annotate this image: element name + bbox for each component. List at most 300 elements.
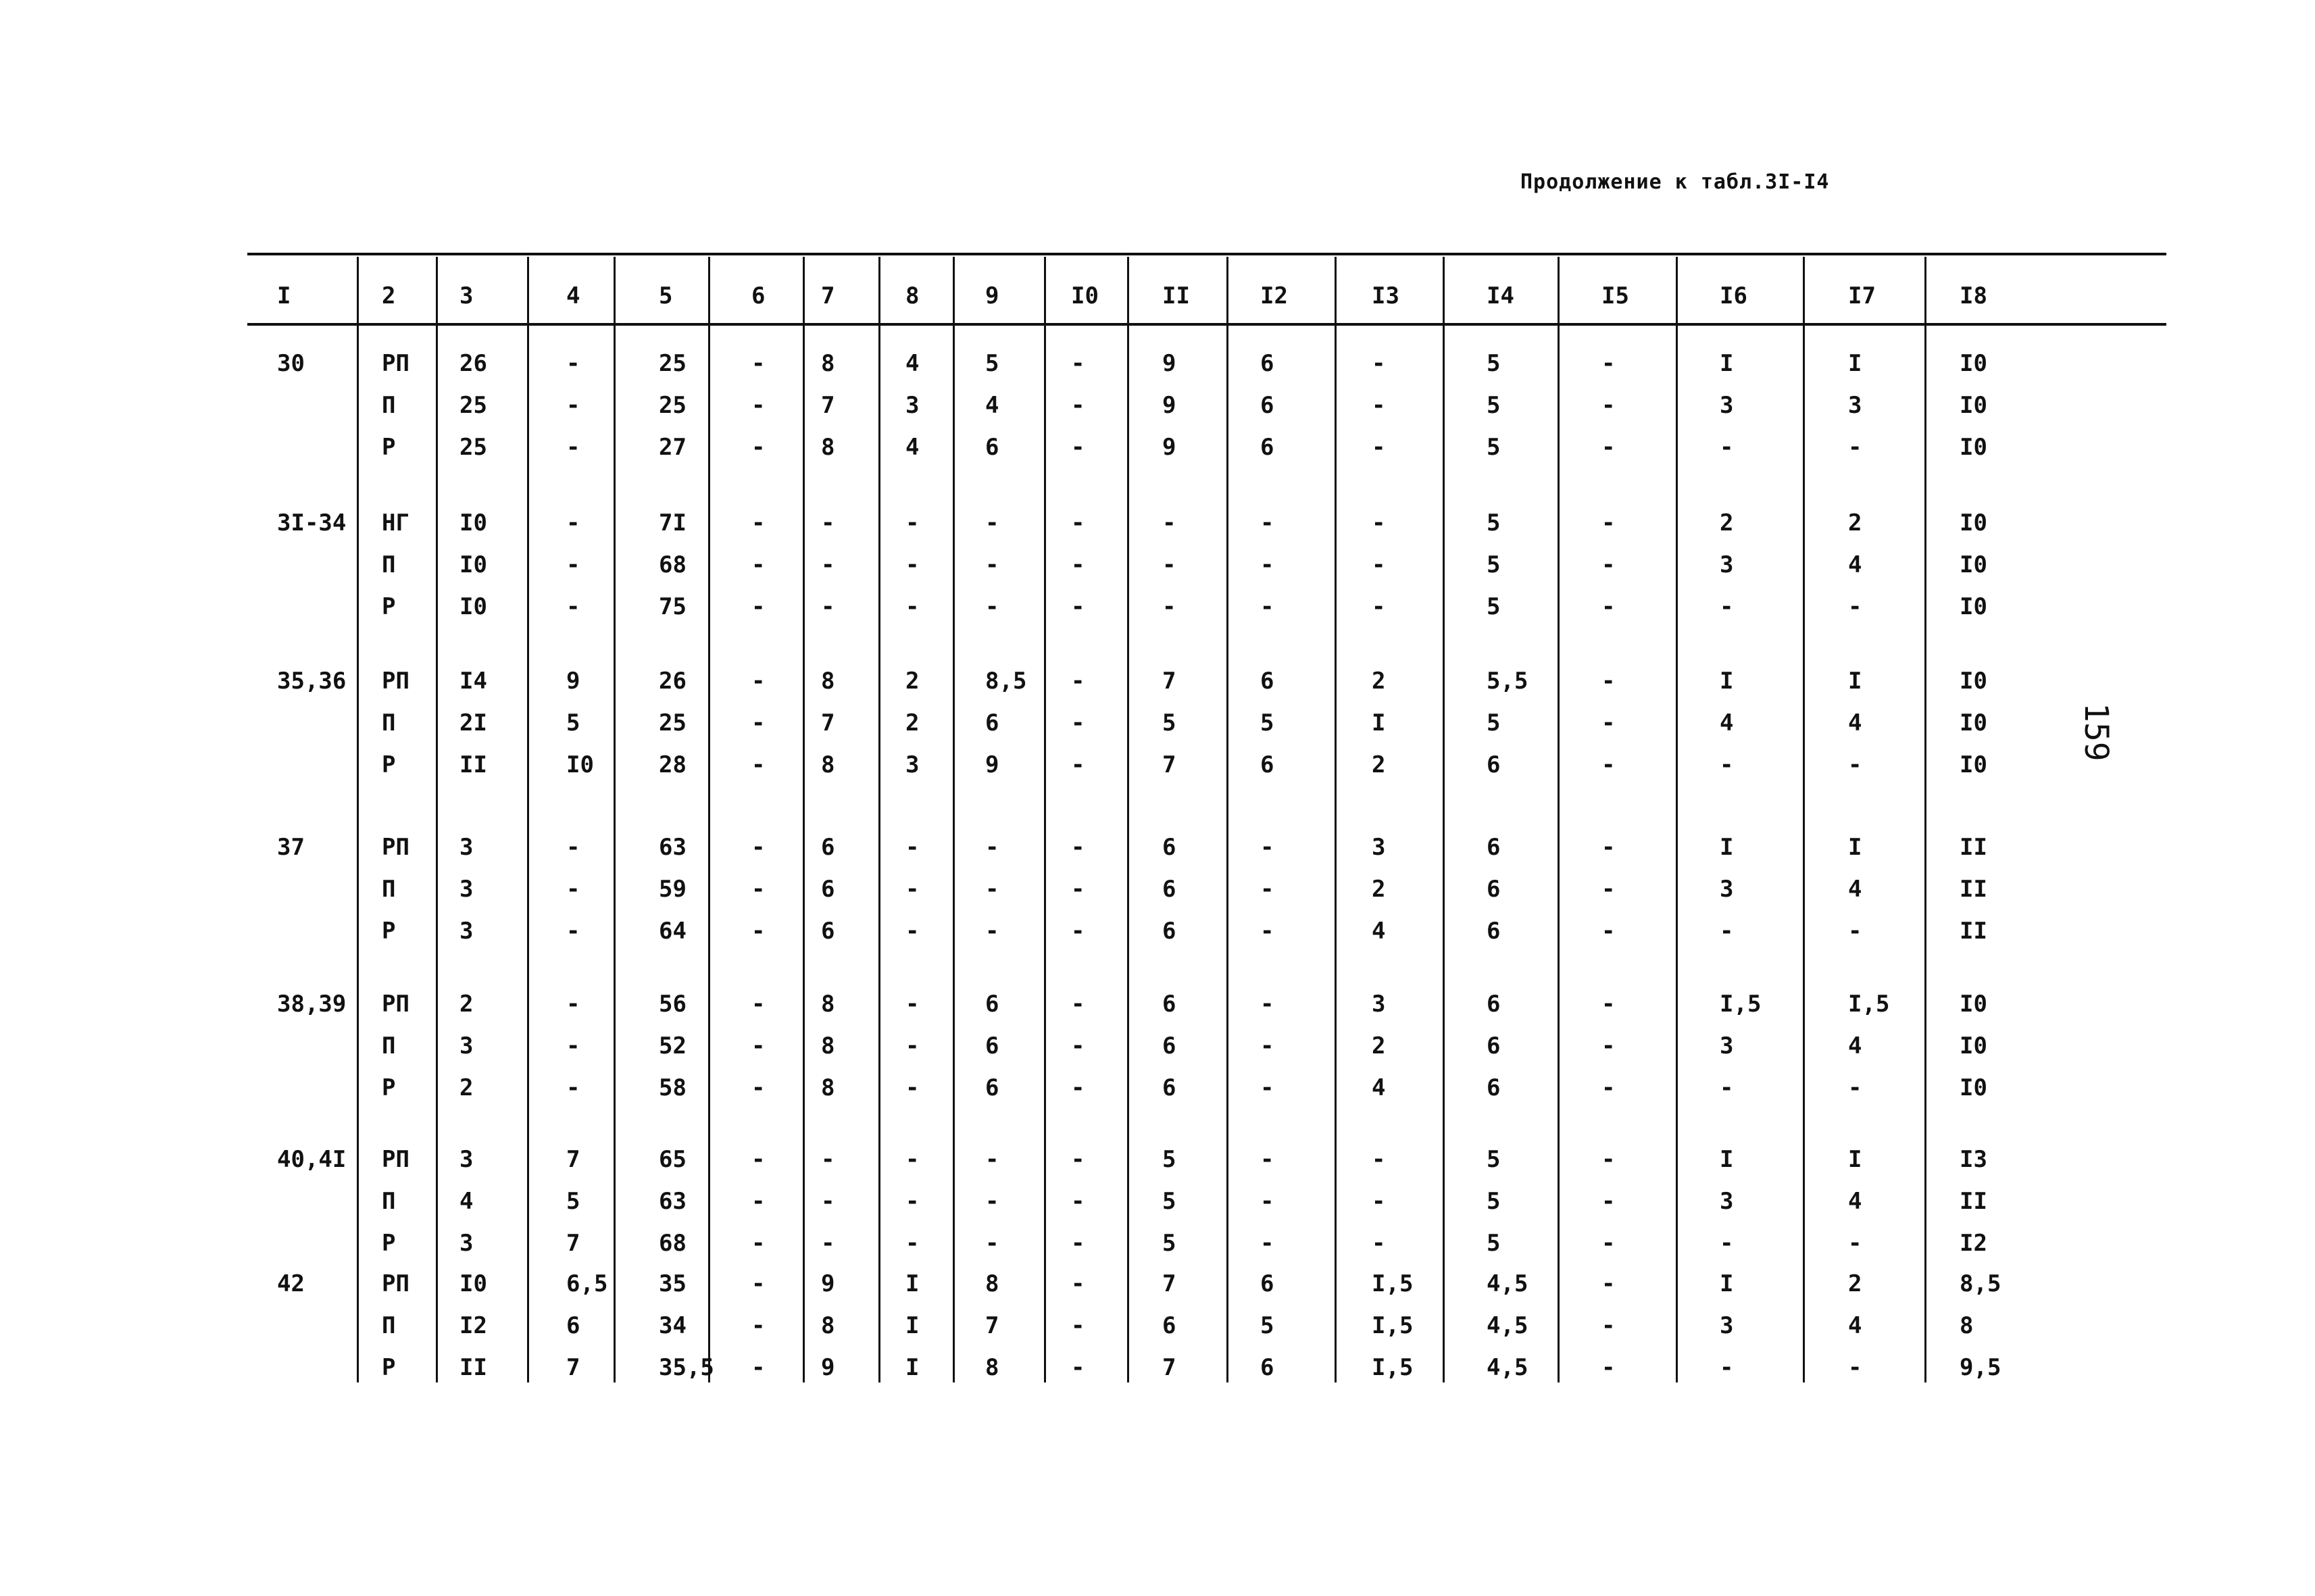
table-cell: - [1720, 918, 1734, 945]
table-cell: - [751, 509, 766, 537]
table-cell: - [1071, 1354, 1085, 1381]
table-cell: - [1071, 434, 1085, 461]
table-cell: - [985, 834, 999, 861]
table-cell: - [566, 1032, 580, 1059]
table-cell: 8 [821, 751, 835, 778]
table-cell: - [566, 434, 580, 461]
table-cell: I [1720, 350, 1734, 377]
table-cell: - [1162, 551, 1176, 578]
table-cell: 25 [659, 350, 687, 377]
column-header: I7 [1848, 282, 1876, 309]
table-cell: 4 [1848, 1032, 1862, 1059]
table-cell: 5 [1487, 509, 1501, 537]
table-cell: 8 [821, 1312, 835, 1339]
table-cell: 35,5 [659, 1354, 714, 1381]
table-cell: 7 [566, 1146, 580, 1173]
table-cell: - [1372, 392, 1386, 419]
table-cell: - [751, 551, 766, 578]
table-cell: I [1848, 668, 1862, 695]
table-cell: - [566, 593, 580, 620]
table-cell: - [1071, 1312, 1085, 1339]
table-cell: - [1720, 434, 1734, 461]
table-cell: - [566, 876, 580, 903]
table-cell: - [1071, 392, 1085, 419]
table-cell: - [821, 551, 835, 578]
table-cell: 4 [905, 434, 920, 461]
table-cell: - [821, 1188, 835, 1215]
table-cell: 6 [821, 834, 835, 861]
table-cell: 4,5 [1487, 1354, 1528, 1381]
table-cell: - [1601, 1312, 1616, 1339]
table-cell: Р [382, 1074, 396, 1101]
table-cell: 4 [1848, 551, 1862, 578]
column-header: I [277, 282, 291, 309]
table-cell: 6 [985, 1032, 999, 1059]
table-cell: - [1372, 1230, 1386, 1257]
table-cell: II [1960, 918, 1987, 945]
table-cell: - [1601, 918, 1616, 945]
table-cell: I [1848, 350, 1862, 377]
table-cell: 6 [1260, 1354, 1274, 1381]
table-cell: 40,4I [277, 1146, 347, 1173]
table-cell: - [1372, 1146, 1386, 1173]
table-cell: - [751, 918, 766, 945]
table-cell: 2 [905, 709, 920, 737]
table-cell: 9 [821, 1270, 835, 1297]
table-cell: 6 [1162, 991, 1176, 1018]
table-cell: - [751, 668, 766, 695]
table-cell: 3 [1372, 991, 1386, 1018]
table-cell: - [751, 593, 766, 620]
table-cell: 5 [1260, 1312, 1274, 1339]
table-cell: 6 [1487, 991, 1501, 1018]
table-cell: 3 [459, 876, 474, 903]
table-cell: - [985, 593, 999, 620]
table-cell: - [566, 918, 580, 945]
table-cell: - [1372, 434, 1386, 461]
table-top-rule [247, 253, 2166, 255]
table-cell: - [1162, 593, 1176, 620]
table-cell: 5 [566, 709, 580, 737]
table-cell: 6 [1260, 751, 1274, 778]
table-cell: РП [382, 350, 409, 377]
table-cell: 9 [821, 1354, 835, 1381]
table-cell: - [751, 350, 766, 377]
table-cell: 8 [1960, 1312, 1974, 1339]
table-cell: 4 [985, 392, 999, 419]
table-cell: II [459, 751, 487, 778]
table-cell: - [821, 509, 835, 537]
table-cell: 6 [1487, 1032, 1501, 1059]
table-row [0, 551, 2315, 592]
column-header: I2 [1260, 282, 1288, 309]
table-cell: I,5 [1372, 1354, 1414, 1381]
table-cell: I0 [1960, 1032, 1987, 1059]
table-cell: 4 [1848, 1312, 1862, 1339]
table-cell: - [751, 1188, 766, 1215]
table-cell: 9 [985, 751, 999, 778]
table-cell: 6,5 [566, 1270, 608, 1297]
table-cell: 8 [821, 991, 835, 1018]
table-cell: 5 [1487, 434, 1501, 461]
table-cell: - [985, 918, 999, 945]
column-header: 2 [382, 282, 396, 309]
table-cell: 35,36 [277, 668, 347, 695]
table-cell: - [1601, 434, 1616, 461]
table-row [0, 434, 2315, 474]
table-cell: 2 [1848, 1270, 1862, 1297]
table-cell: 2 [1372, 1032, 1386, 1059]
table-cell: 9 [1162, 350, 1176, 377]
table-cell: - [1071, 991, 1085, 1018]
table-cell: 5 [985, 350, 999, 377]
table-cell: - [1071, 1146, 1085, 1173]
table-cell: 42 [277, 1270, 305, 1297]
table-cell: 6 [1260, 350, 1274, 377]
table-cell: - [1071, 593, 1085, 620]
table-cell: - [905, 876, 920, 903]
table-cell: I,5 [1848, 991, 1890, 1018]
table-row [0, 1230, 2315, 1270]
table-cell: РП [382, 668, 409, 695]
table-cell: I0 [1960, 709, 1987, 737]
table-cell: 4,5 [1487, 1270, 1528, 1297]
table-cell: II [1960, 876, 1987, 903]
table-cell: - [1071, 1188, 1085, 1215]
table-cell: - [1372, 509, 1386, 537]
table-cell: - [1601, 1074, 1616, 1101]
table-cell: - [985, 1188, 999, 1215]
table-cell: I [1372, 709, 1386, 737]
table-cell: I0 [1960, 509, 1987, 537]
table-cell: 2 [459, 991, 474, 1018]
table-cell: 6 [1487, 918, 1501, 945]
table-cell: П [382, 1188, 396, 1215]
table-cell: 27 [659, 434, 687, 461]
table-cell: РП [382, 1270, 409, 1297]
table-cell: 3 [459, 834, 474, 861]
table-cell: I4 [459, 668, 487, 695]
table-cell: П [382, 551, 396, 578]
table-cell: I [905, 1354, 920, 1381]
table-cell: 2 [1720, 509, 1734, 537]
table-cell: 5 [1487, 593, 1501, 620]
table-cell: 2I [459, 709, 487, 737]
table-cell: 5 [1487, 350, 1501, 377]
table-cell: П [382, 876, 396, 903]
table-cell: - [1260, 918, 1274, 945]
table-cell: - [905, 593, 920, 620]
table-row [0, 1270, 2315, 1311]
table-cell: - [1071, 668, 1085, 695]
table-cell: - [1071, 509, 1085, 537]
table-cell: - [985, 1230, 999, 1257]
table-row [0, 668, 2315, 708]
table-cell: - [1601, 1354, 1616, 1381]
table-cell: - [1071, 1032, 1085, 1059]
table-cell: - [566, 834, 580, 861]
table-cell: 7 [1162, 668, 1176, 695]
table-cell: П [382, 392, 396, 419]
table-cell: 5 [1487, 1188, 1501, 1215]
table-cell: 5 [1162, 1188, 1176, 1215]
table-row [0, 1354, 2315, 1395]
table-cell: - [1601, 350, 1616, 377]
table-cell: 7 [1162, 1354, 1176, 1381]
table-cell: I [905, 1270, 920, 1297]
table-cell: 4,5 [1487, 1312, 1528, 1339]
table-cell: 7 [821, 709, 835, 737]
table-cell: - [985, 509, 999, 537]
table-cell: 8,5 [985, 668, 1027, 695]
table-cell: - [905, 918, 920, 945]
table-cell: 68 [659, 1230, 687, 1257]
table-cell: 6 [1162, 1032, 1176, 1059]
table-cell: - [1260, 834, 1274, 861]
page-number: 159 [2077, 703, 2115, 762]
column-header: 6 [751, 282, 766, 309]
table-cell: 7 [1162, 1270, 1176, 1297]
table-cell: 25 [659, 709, 687, 737]
table-cell: 25 [459, 392, 487, 419]
table-cell: 30 [277, 350, 305, 377]
table-cell: I0 [1960, 1074, 1987, 1101]
table-cell: I,5 [1372, 1312, 1414, 1339]
table-cell: - [751, 1146, 766, 1173]
table-cell: - [751, 1354, 766, 1381]
table-cell: 5 [1487, 1230, 1501, 1257]
table-cell: 63 [659, 834, 687, 861]
column-header: I3 [1372, 282, 1399, 309]
table-row [0, 1032, 2315, 1073]
table-cell: Р [382, 1354, 396, 1381]
table-caption: Продолжение к табл.3I-I4 [1520, 170, 1830, 194]
column-header: 3 [459, 282, 474, 309]
table-cell: 26 [459, 350, 487, 377]
table-cell: 64 [659, 918, 687, 945]
table-row [0, 834, 2315, 874]
table-cell: 2 [1372, 668, 1386, 695]
table-cell: - [1260, 1230, 1274, 1257]
table-cell: - [751, 1230, 766, 1257]
table-cell: - [985, 876, 999, 903]
table-cell: 35 [659, 1270, 687, 1297]
table-cell: - [751, 434, 766, 461]
table-cell: - [566, 392, 580, 419]
table-cell: - [985, 1146, 999, 1173]
table-cell: 3 [905, 751, 920, 778]
table-cell: 6 [985, 991, 999, 1018]
table-cell: - [1601, 876, 1616, 903]
table-cell: - [1260, 991, 1274, 1018]
table-cell: П [382, 1312, 396, 1339]
table-cell: - [1071, 551, 1085, 578]
table-cell: - [751, 834, 766, 861]
table-cell: I,5 [1720, 991, 1762, 1018]
table-cell: - [1601, 509, 1616, 537]
table-cell: 8 [985, 1270, 999, 1297]
table-cell: I [1720, 834, 1734, 861]
table-cell: - [1260, 1146, 1274, 1173]
table-cell: 5 [1487, 551, 1501, 578]
table-cell: I0 [459, 551, 487, 578]
table-cell: 8 [821, 1074, 835, 1101]
table-cell: 26 [659, 668, 687, 695]
table-cell: - [1601, 551, 1616, 578]
table-cell: 6 [1260, 1270, 1274, 1297]
table-cell: 9 [1162, 434, 1176, 461]
table-cell: 4 [459, 1188, 474, 1215]
table-cell: 56 [659, 991, 687, 1018]
table-cell: 7 [566, 1354, 580, 1381]
table-cell: 7 [985, 1312, 999, 1339]
table-cell: 6 [1162, 834, 1176, 861]
table-cell: - [1260, 876, 1274, 903]
table-row [0, 1188, 2315, 1228]
table-cell: 34 [659, 1312, 687, 1339]
table-row [0, 991, 2315, 1031]
table-cell: I2 [1960, 1230, 1987, 1257]
table-cell: - [1720, 1074, 1734, 1101]
table-cell: - [751, 1270, 766, 1297]
table-cell: 6 [1260, 668, 1274, 695]
table-cell: 5 [1162, 709, 1176, 737]
column-header: I6 [1720, 282, 1747, 309]
table-cell: I0 [1960, 350, 1987, 377]
table-cell: 58 [659, 1074, 687, 1101]
table-cell: - [1601, 1230, 1616, 1257]
table-cell: - [1071, 876, 1085, 903]
table-cell: - [1260, 1074, 1274, 1101]
table-row [0, 593, 2315, 634]
table-cell: 5 [1487, 392, 1501, 419]
table-cell: Р [382, 751, 396, 778]
table-row [0, 918, 2315, 958]
table-cell: 5 [1487, 709, 1501, 737]
table-cell: - [1601, 751, 1616, 778]
table-cell: 3 [459, 1032, 474, 1059]
table-cell: I0 [1960, 751, 1987, 778]
table-cell: 65 [659, 1146, 687, 1173]
table-cell: - [1601, 709, 1616, 737]
table-cell: 7 [566, 1230, 580, 1257]
table-cell: 5 [1487, 1146, 1501, 1173]
table-cell: 6 [1260, 392, 1274, 419]
table-cell: - [1848, 1230, 1862, 1257]
table-cell: I0 [459, 593, 487, 620]
table-cell: - [985, 551, 999, 578]
table-cell: I0 [459, 1270, 487, 1297]
table-cell: 6 [985, 434, 999, 461]
table-cell: II [459, 1354, 487, 1381]
table-cell: - [905, 509, 920, 537]
column-header: I8 [1960, 282, 1987, 309]
table-cell: - [1848, 1354, 1862, 1381]
table-cell: I0 [1960, 551, 1987, 578]
table-cell: 37 [277, 834, 305, 861]
table-cell: 8 [821, 434, 835, 461]
table-cell: - [751, 1074, 766, 1101]
table-cell: 59 [659, 876, 687, 903]
table-cell: 38,39 [277, 991, 347, 1018]
table-cell: - [1601, 1188, 1616, 1215]
table-cell: 3 [459, 918, 474, 945]
table-cell: - [1071, 709, 1085, 737]
table-cell: - [1260, 509, 1274, 537]
table-cell: - [905, 1074, 920, 1101]
table-cell: 3 [1720, 392, 1734, 419]
column-header: 5 [659, 282, 673, 309]
table-cell: - [751, 991, 766, 1018]
table-cell: РП [382, 834, 409, 861]
table-cell: - [1848, 434, 1862, 461]
table-cell: - [1720, 1354, 1734, 1381]
table-cell: 6 [1162, 1312, 1176, 1339]
table-cell: I0 [1960, 434, 1987, 461]
table-cell: 4 [1848, 1188, 1862, 1215]
table-cell: 2 [1848, 509, 1862, 537]
table-cell: 2 [459, 1074, 474, 1101]
table-cell: 25 [459, 434, 487, 461]
table-cell: I,5 [1372, 1270, 1414, 1297]
table-cell: 6 [1487, 751, 1501, 778]
table-cell: 5 [566, 1188, 580, 1215]
table-cell: - [1372, 593, 1386, 620]
table-row [0, 709, 2315, 750]
table-cell: 68 [659, 551, 687, 578]
column-header: 8 [905, 282, 920, 309]
table-cell: 2 [1372, 876, 1386, 903]
table-cell: I0 [1960, 593, 1987, 620]
table-cell: I [1720, 668, 1734, 695]
table-cell: I0 [459, 509, 487, 537]
table-cell: 7 [821, 392, 835, 419]
table-row [0, 751, 2315, 792]
table-cell: - [566, 551, 580, 578]
table-cell: 3 [459, 1230, 474, 1257]
table-cell: 9 [1162, 392, 1176, 419]
table-cell: 4 [1372, 918, 1386, 945]
table-cell: - [1848, 1074, 1862, 1101]
table-cell: - [905, 834, 920, 861]
table-cell: I2 [459, 1312, 487, 1339]
table-cell: 3 [1720, 1312, 1734, 1339]
table-cell: 6 [1487, 876, 1501, 903]
table-header-rule [247, 323, 2166, 326]
table-cell: - [751, 751, 766, 778]
table-cell: Р [382, 918, 396, 945]
table-cell: - [1162, 509, 1176, 537]
table-cell: - [1848, 751, 1862, 778]
table-cell: 4 [1720, 709, 1734, 737]
table-cell: 25 [659, 392, 687, 419]
table-cell: - [1601, 1270, 1616, 1297]
table-cell: 6 [1162, 918, 1176, 945]
table-cell: - [751, 876, 766, 903]
table-cell: 3 [1372, 834, 1386, 861]
table-cell: - [1372, 350, 1386, 377]
table-cell: - [1071, 834, 1085, 861]
table-cell: 6 [1162, 876, 1176, 903]
table-cell: - [905, 1032, 920, 1059]
table-row [0, 392, 2315, 432]
table-row [0, 350, 2315, 391]
table-cell: 6 [985, 709, 999, 737]
table-cell: 8,5 [1960, 1270, 2001, 1297]
table-cell: - [1720, 751, 1734, 778]
table-cell: 4 [1848, 709, 1862, 737]
table-cell: 63 [659, 1188, 687, 1215]
